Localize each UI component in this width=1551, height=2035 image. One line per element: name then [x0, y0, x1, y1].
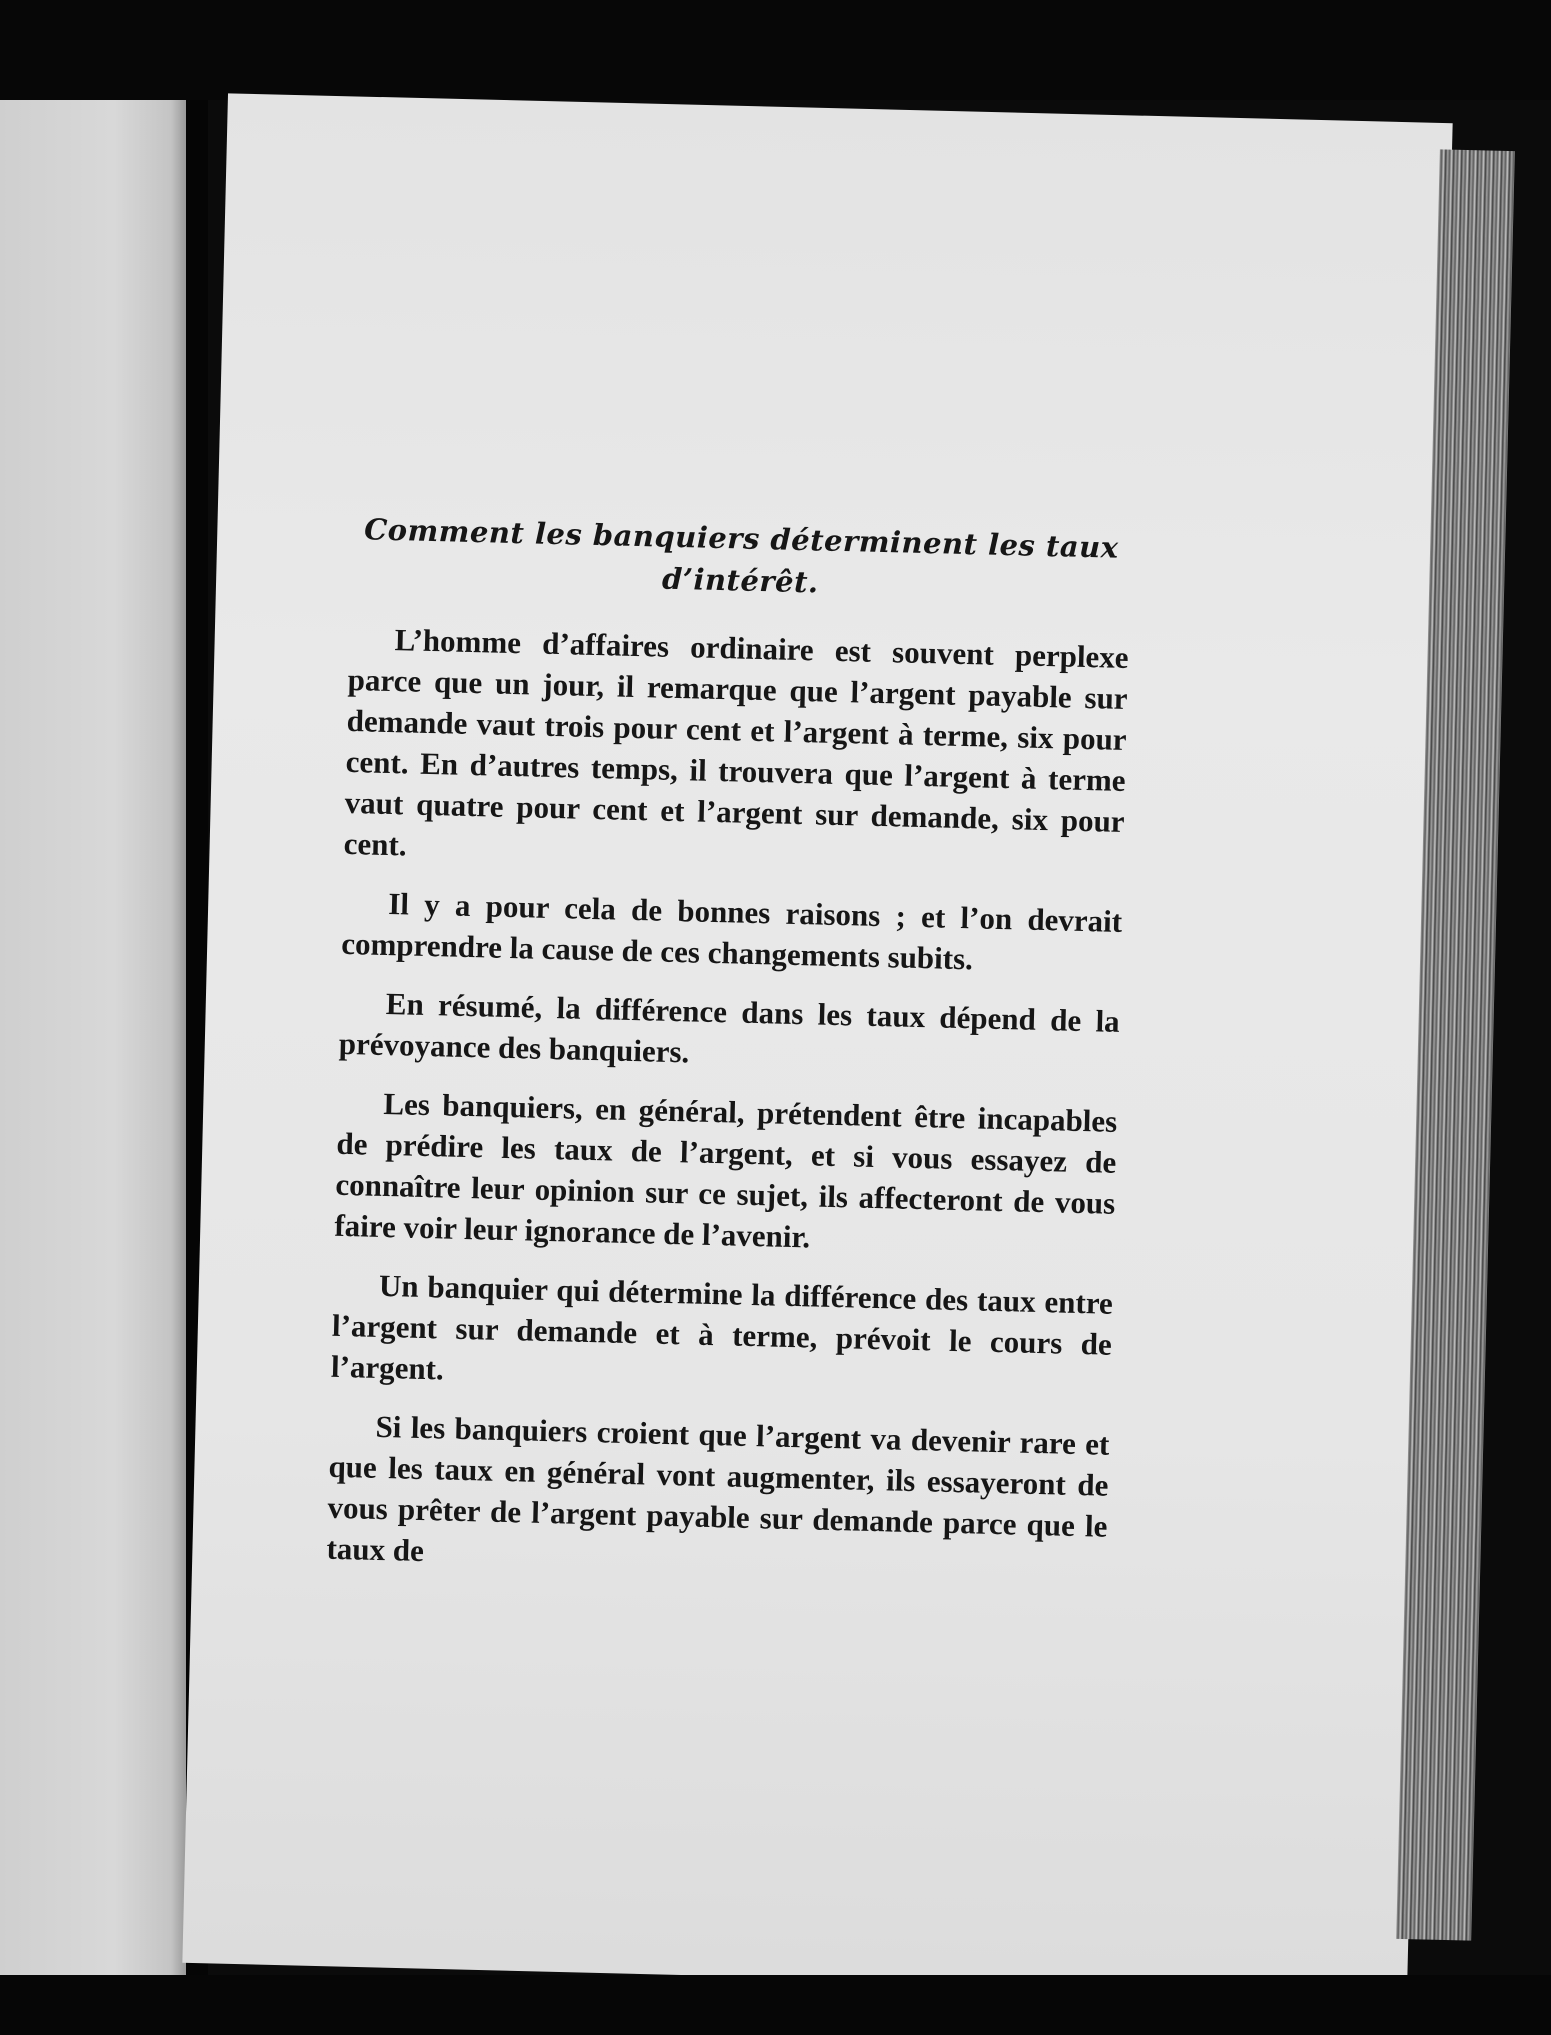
left-page-edge	[0, 100, 190, 1990]
paragraph: Si les banquiers croient que l’argent va devenir rare et que les taux en général vont augmenter, ils essayeront de vous prêter de l’argent payable sur demande parce que le taux de	[326, 1408, 1110, 1569]
paragraph: L’homme d’affaires ordinaire est souvent perplexe parce que un jour, il remarque que l’argent payable sur demande vaut trois pour cent et l’argent à terme, six pour cent. En d’autres temps, il trouvera que l’argent à terme vaut quatre pour cent et l’argent sur demande, six pour cent.	[343, 622, 1130, 863]
paragraph: Les banquiers, en général, prétendent être incapables de prédire les taux de l’argent, et si vous essayez de connaître leur opinion sur ce sujet, ils affecteront de vous faire voir leur ignorance de l’avenir.	[334, 1085, 1118, 1255]
paragraph: Il y a pour cela de bonnes raisons ; et l’on devrait comprendre la cause de ces changements subits.	[340, 886, 1123, 977]
scan-top-border	[0, 0, 1551, 100]
scan-bottom-border	[0, 1975, 1551, 2035]
page-text-block	[326, 508, 1132, 1606]
paragraph: Un banquier qui détermine la différence des taux entre l’argent sur demande et à terme, prévoit le cours de l’argent.	[330, 1267, 1114, 1387]
paragraph: En résumé, la différence dans les taux dépend de la prévoyance des banquiers.	[338, 985, 1121, 1070]
section-title: Comment les banquiers déterminent les taux d’intérêt.	[363, 512, 1119, 600]
